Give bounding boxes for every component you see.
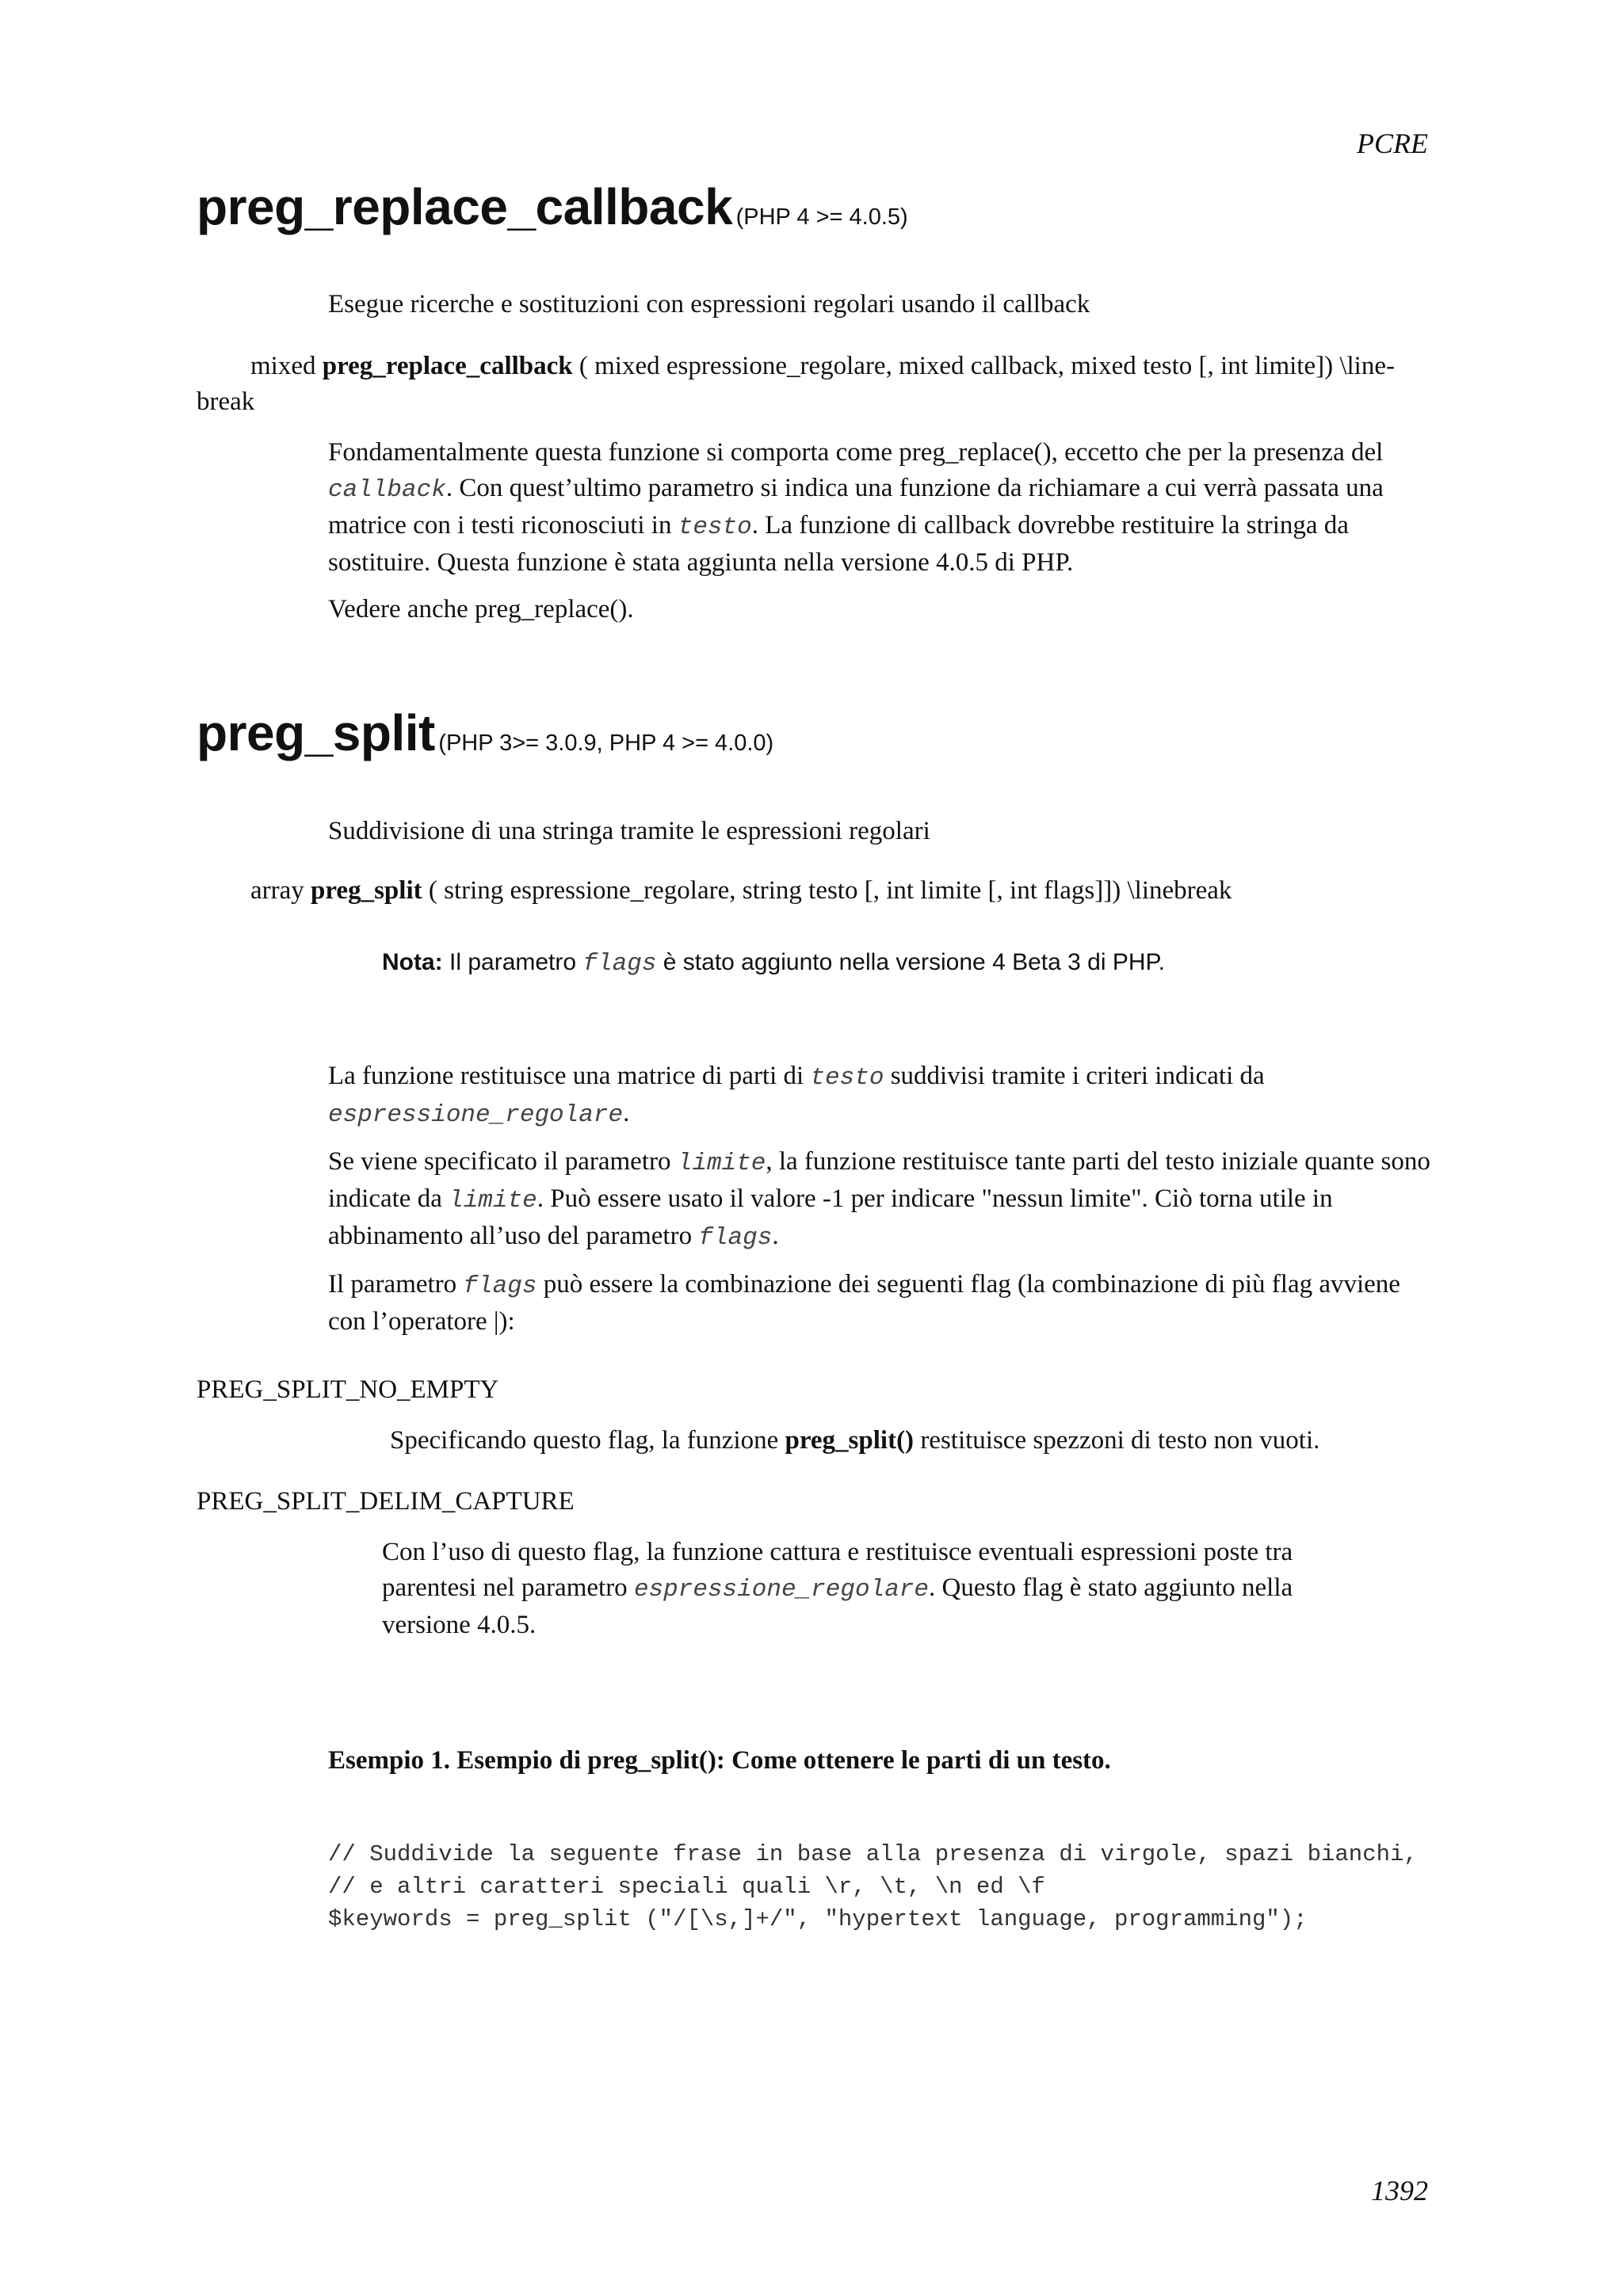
- code-example: [328, 1838, 1418, 1936]
- running-header: PCRE: [1357, 128, 1428, 159]
- parameter-name: flags: [463, 1272, 537, 1300]
- parameter-name: flags: [698, 1224, 773, 1252]
- synopsis-function-name: preg_split: [311, 876, 422, 905]
- function-purpose: Suddivisione di una stringa tramite le espressioni regolari: [328, 817, 930, 845]
- flag-term: PREG_SPLIT_DELIM_CAPTURE: [197, 1487, 575, 1516]
- page-number: 1392: [1371, 2175, 1428, 2206]
- description-paragraph: Se viene specificato il parametro limite, la funzione restituisce tante parti del testo iniziale quante sono indicate da limite. Può essere usato il valore -1 per indicare "nessun limite". Ciò torna utile in abbinamento all’uso del parametro flags.: [328, 1147, 1430, 1252]
- code-line: // e altri caratteri speciali quali \r, \t, \n ed \f: [328, 1874, 1045, 1900]
- entry-title-preg-split: [197, 704, 773, 762]
- entry-title-preg-replace-callback: [197, 177, 908, 236]
- parameter-name: limite: [449, 1187, 537, 1215]
- parameter-name: flags: [582, 950, 657, 978]
- function-reference: preg_split(): [785, 1426, 915, 1455]
- synopsis-function-name: preg_replace_callback: [322, 352, 573, 380]
- parameter-name: testo: [678, 513, 752, 541]
- function-name: preg_split: [197, 704, 435, 761]
- parameter-name: testo: [810, 1064, 884, 1092]
- description-paragraph: Il parametro flags può essere la combinazione dei seguenti flag (la combinazione di più flag avviene con l’operatore |):: [328, 1270, 1400, 1336]
- flag-definition: Con l’uso di questo flag, la funzione cattura e restituisce eventuali espressioni poste tra parentesi nel parametro espressione_regolare. Questo flag è stato aggiunto nella versione 4.0.5.: [382, 1538, 1293, 1639]
- function-version: (PHP 4 >= 4.0.5): [735, 204, 908, 230]
- function-description: [328, 435, 1430, 639]
- flag-term: PREG_SPLIT_NO_EMPTY: [197, 1375, 499, 1404]
- parameter-name: limite: [677, 1150, 766, 1177]
- note-label: Nota:: [382, 949, 443, 975]
- see-also: Vedere anche preg_replace().: [328, 595, 634, 624]
- synopsis-params: ( mixed espressione_regolare, mixed callback, mixed testo [, int limite]) \line-: [579, 352, 1395, 380]
- note-box: Nota: Il parametro flags è stato aggiunto nella versione 4 Beta 3 di PHP.: [382, 949, 1165, 978]
- function-synopsis: [250, 349, 1395, 384]
- function-purpose: Esegue ricerche e sostituzioni con espressioni regolari usando il callback: [328, 290, 1090, 318]
- flag-definition: Specificando questo flag, la funzione preg_split() restituisce spezzoni di testo non vuoti.: [390, 1426, 1320, 1455]
- description-paragraph: La funzione restituisce una matrice di parti di testo suddivisi tramite i criteri indicati da espressione_regolare.: [328, 1062, 1265, 1129]
- parameter-name: espressione_regolare: [633, 1576, 929, 1604]
- parameter-name: callback: [328, 476, 446, 504]
- function-name: preg_replace_callback: [197, 178, 733, 235]
- example-title: Esempio 1. Esempio di preg_split(): Come ottenere le parti di un testo.: [328, 1746, 1111, 1775]
- synopsis-params: ( string espressione_regolare, string testo [, int limite [, int flags]]) \linebreak: [428, 876, 1232, 905]
- code-line: $keywords = preg_split ("/[\s,]+/", "hypertext language, programming");: [328, 1906, 1308, 1932]
- function-version: (PHP 3>= 3.0.9, PHP 4 >= 4.0.0): [438, 730, 774, 756]
- synopsis-return-type: array: [250, 876, 304, 905]
- synopsis-continuation: break: [197, 387, 255, 416]
- description-paragraph: Fondamentalmente questa funzione si comporta come preg_replace(), eccetto che per la presenza del callback. Con quest’ultimo parametro si indica una funzione da richiamare a cui verrà passata una matrice con i testi riconosciuti in testo. La funzione di callback dovrebbe restituire la stringa da sostituire. Questa funzione è stata aggiunta nella versione 4.0.5 di PHP.: [328, 438, 1384, 577]
- function-description: [328, 1058, 1438, 1351]
- function-synopsis: [250, 873, 1232, 909]
- synopsis-return-type: mixed: [250, 352, 316, 380]
- parameter-name: espressione_regolare: [328, 1101, 624, 1129]
- code-line: // Suddivide la seguente frase in base alla presenza di virgole, spazi bianchi,: [328, 1841, 1418, 1867]
